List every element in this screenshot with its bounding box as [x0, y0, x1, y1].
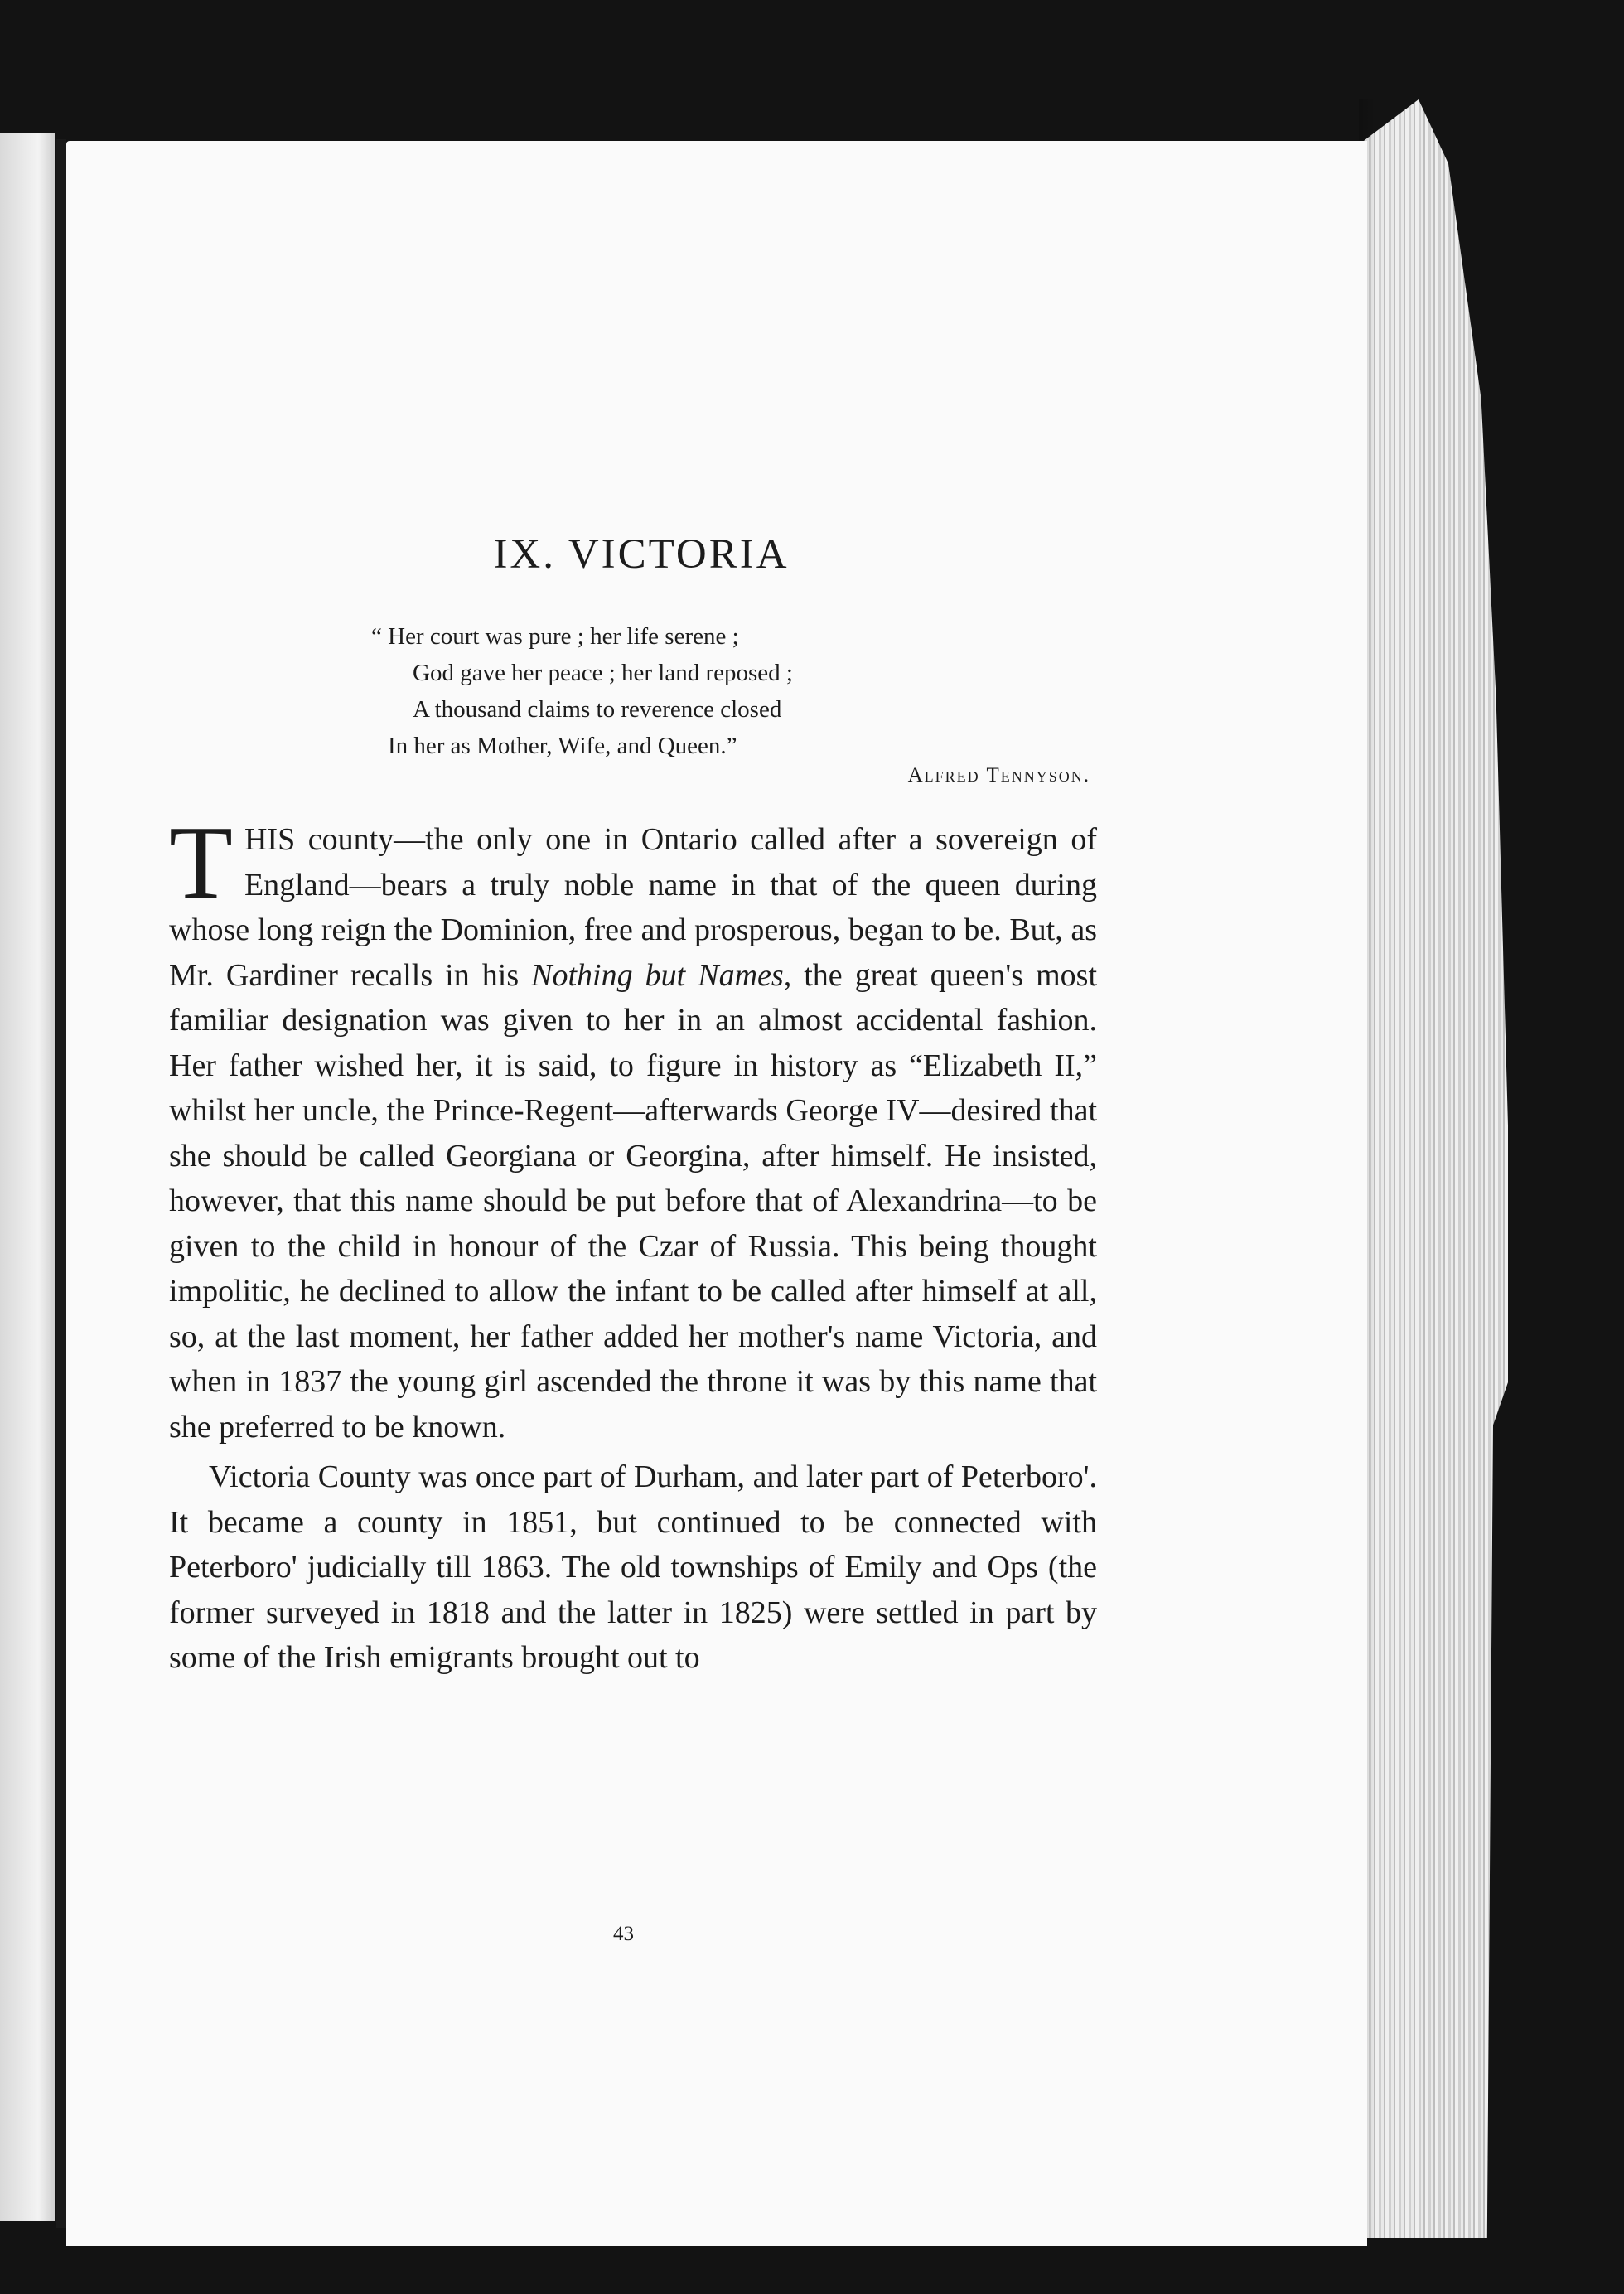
lead-word-rest: HIS: [244, 822, 296, 857]
book-title-italic: Nothing but Names,: [531, 957, 792, 993]
paragraph-1: [169, 806, 1098, 1449]
left-page-edge: [0, 133, 55, 2221]
page-content: [169, 530, 1097, 1681]
page-fore-edge: [1359, 99, 1508, 2238]
epigraph-line: “ Her court was pure ; her life serene ;: [371, 623, 739, 650]
epigraph-line: God gave her peace ; her land reposed ;: [413, 660, 793, 686]
epigraph-line: A thousand claims to reverence closed: [413, 696, 782, 723]
book-gutter: [56, 139, 66, 2228]
paragraph-2: Victoria County was once part of Durham, and later part of Peterboro'. It became a county in 1851, but continued to be connected with Peterboro' judicially till 1863. The old townships of Emily and Ops (the former surveyed in 1818 and the latter in 1825) were settled in part by some of the Irish emigrants brought out to: [169, 1459, 1097, 1675]
body-text: [169, 806, 1098, 1681]
epigraph-attribution: Alfred Tennyson.: [907, 764, 1090, 786]
paragraph-1-tail: the great queen's most familiar designation was given to her in an almost accidental fashion. Her father wished her, it is said, to figure in history as “Elizabeth II,” whilst her uncle, the Prince-Regent—afterwards George IV—desired that she should be called Georgiana or Georgina, after himself. He insisted, however, that this name should be put before that of Alexandrina—to be given to the child in honour of the Czar of Russia. This being thought impolitic, he declined to allow the infant to be called after himself at all, so, at the last moment, her father added her mother's name Victoria, and when in 1837 the young girl ascended the throne it was by this name that she preferred to be known.: [169, 957, 1098, 1445]
epigraph-line: In her as Mother, Wife, and Queen.”: [388, 733, 737, 759]
paragraph-1-text: county—the only one in Ontario called after a sovereign of England—bears a truly noble name in that of the queen during whose long reign the Dominion, free and prosperous, began to be. But, as Mr. Gardiner recalls in his: [169, 822, 1097, 993]
chapter-title: IX. VICTORIA: [493, 531, 790, 578]
epigraph: [371, 618, 1097, 764]
page-number: 43: [613, 1923, 634, 1945]
drop-cap: T: [169, 806, 233, 921]
